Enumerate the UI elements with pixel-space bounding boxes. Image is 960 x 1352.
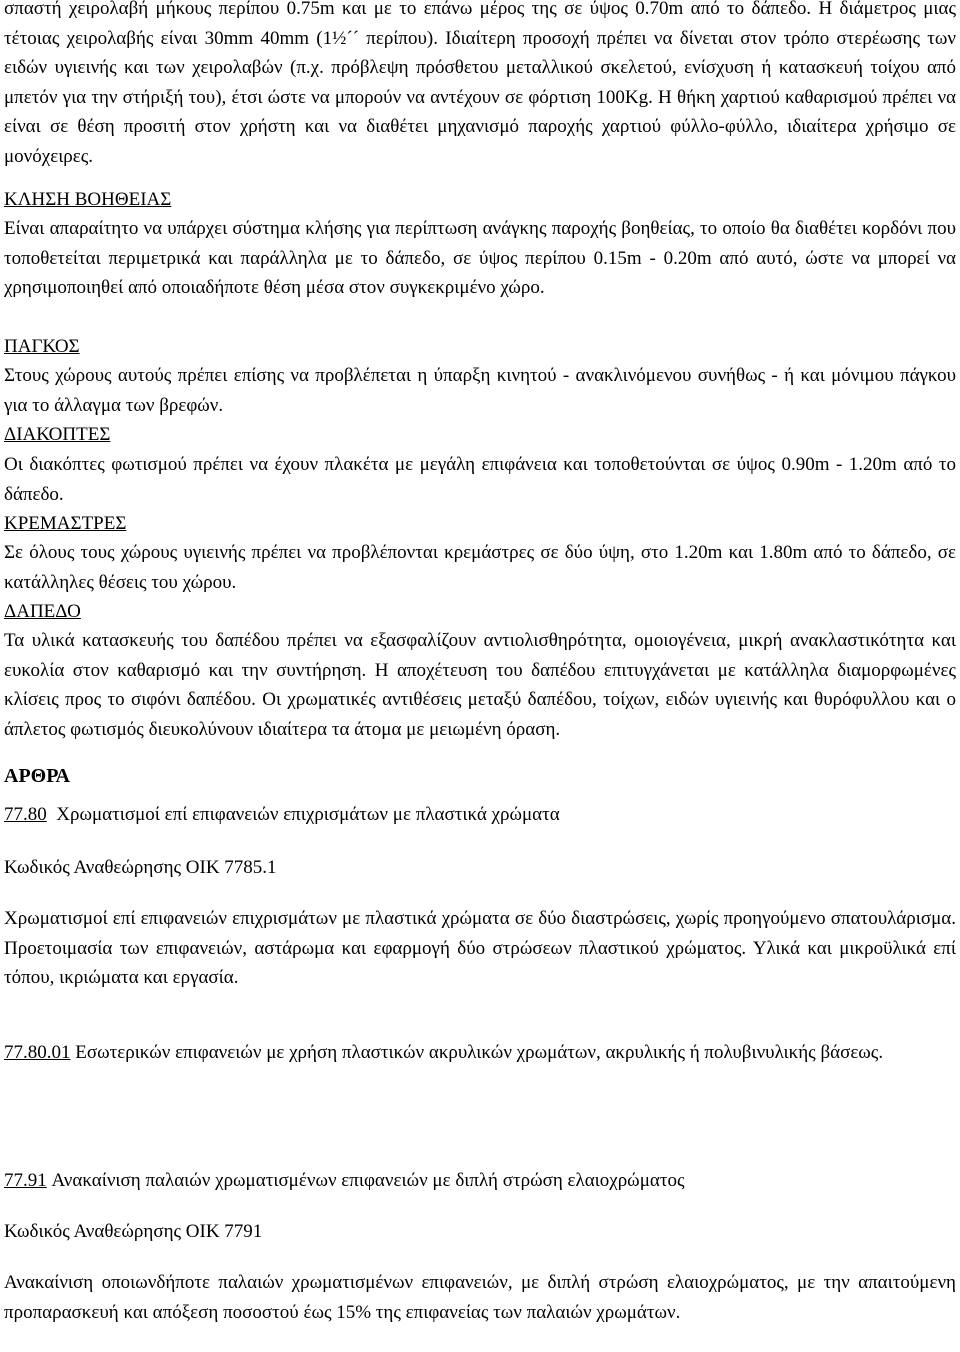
section-heading-hangers xyxy=(4,509,956,539)
article-7791-title: Ανακαίνιση παλαιών χρωματισμένων επιφανειών με διπλή στρώση ελαιοχρώματος xyxy=(51,1170,685,1191)
article-7791-revision: Κωδικός Αναθεώρησης ΟΙΚ 7791 xyxy=(4,1221,263,1242)
section-heading-bench xyxy=(4,332,956,362)
article-7791-title-line xyxy=(4,1166,956,1196)
article-7780-description: Χρωματισμοί επί επιφανειών επιχρισμάτων με πλαστικά χρώματα σε δύο διαστρώσεις, χωρίς προηγούμενο σπατουλάρισμα. Προετοιμασία των επιφανειών, αστάρωμα και εφαρμογή δύο στρώσεων πλαστικού χρώματος. Υλικά και μικροϋλικά επί τόπου, ικριώματα και εργασία. xyxy=(4,908,956,988)
section-heading-floor xyxy=(4,597,956,627)
articles-heading: ΑΡΘΡΑ xyxy=(4,765,70,787)
article-778001-title: Εσωτερικών επιφανειών με χρήση πλαστικών ακρυλικών χρωμάτων, ακρυλικής ή πολυβινυλικής βάσεως. xyxy=(75,1042,884,1063)
article-778001-code: 77.80.01 xyxy=(4,1042,71,1063)
section-heading-switches xyxy=(4,420,956,450)
call-help-heading: ΚΛΗΣΗ ΒΟΗΘΕΙΑΣ xyxy=(4,189,172,210)
article-778001-line xyxy=(4,1038,956,1068)
section-body-hangers: Σε όλους τους χώρους υγιεινής πρέπει να προβλέπονται κρεμάστρες σε δύο ύψη, στο 1.20m και 1.80m από το δάπεδο, σε κατάλληλες θέσεις του χώρου. xyxy=(4,542,956,593)
switches-heading: ΔΙΑΚΟΠΤΕΣ xyxy=(4,424,111,445)
article-7791-description: Ανακαίνιση οποιωνδήποτε παλαιών χρωματισμένων επιφανειών, με διπλή στρώση ελαιοχρώματος, με την απαιτούμενη προπαρασκευή και απόξεση ποσοστού έως 15% της επιφανείας των παλαιών χρωμάτων. xyxy=(4,1272,956,1323)
article-7780-revision: Κωδικός Αναθεώρησης ΟΙΚ 7785.1 xyxy=(4,857,277,878)
floor-heading: ΔΑΠΕΔΟ xyxy=(4,601,81,622)
article-7791-code: 77.91 xyxy=(4,1170,47,1191)
section-body-call-help: Είναι απαραίτητο να υπάρχει σύστημα κλήσης για περίπτωση ανάγκης παροχής βοηθείας, το οποίο θα διαθέτει κορδόνι που τοποθετείται περιμετρικά και παράλληλα με το δάπεδο, σε ύψος περίπου 0.15m - 0.20m από αυτό, ώστε να μπορεί να χρησιμοποιηθεί από οποιαδήποτε θέση μέσα στον συγκεκριμένο χώρο. xyxy=(4,218,956,298)
section-heading-call-help xyxy=(4,185,956,215)
intro-paragraph: σπαστή χειρολαβή μήκους περίπου 0.75m και με το επάνω μέρος της σε ύψος 0.70m από το δάπεδο. Η διάμετρος μιας τέτοιας χειρολαβής είναι 30mm 40mm (1½´´ περίπου). Ιδιαίτερη προσοχή πρέπει να δίνεται στον τρόπο στερέωσης των ειδών υγιεινής και των χειρολαβών (π.χ. πρόβλεψη πρόσθετου μεταλλικού σκελετού, ενίσχυση ή κατασκευή τοίχου από μπετόν για την στήριξή του), έτσι ώστε να μπορούν να αντέχουν σε φόρτιση 100Kg. Η θήκη χαρτιού καθαρισμού πρέπει να είναι σε θέση προσιτή στον χρήστη και να διαθέτει μηχανισμό παροχής χαρτιού φύλλο-φύλλο, ιδιαίτερα χρήσιμο σε μονόχειρες. xyxy=(4,0,956,167)
section-body-bench: Στους χώρους αυτούς πρέπει επίσης να προβλέπεται η ύπαρξη κινητού - ανακλινόμενου συνήθως - ή και μόνιμου πάγκου για το άλλαγμα των βρεφών. xyxy=(4,365,956,416)
hangers-heading: ΚΡΕΜΑΣΤΡΕΣ xyxy=(4,513,127,534)
section-body-floor: Τα υλικά κατασκευής του δαπέδου πρέπει να εξασφαλίζουν αντιολισθηρότητα, ομοιογένεια, μικρή ανακλαστικότητα και ευκολία στον καθαρισμό και την συντήρηση. Η αποχέτευση του δαπέδου επιτυγχάνεται με κατάλληλα διαμορφωμένες κλίσεις προς το σιφόνι δαπέδου. Οι χρωματικές αντιθέσεις μεταξύ δαπέδου, τοίχων, ειδών υγιεινής και θυρόφυλλου και ο άπλετος φωτισμός διευκολύνουν ιδιαίτερα τα άτομα με μειωμένη όραση. xyxy=(4,630,956,740)
section-body-switches: Οι διακόπτες φωτισμού πρέπει να έχουν πλακέτα με μεγάλη επιφάνεια και τοποθετούνται σε ύψος 0.90m - 1.20m από το δάπεδο. xyxy=(4,454,956,505)
article-7780-code: 77.80 xyxy=(4,804,47,825)
article-7780-title: Χρωματισμοί επί επιφανειών επιχρισμάτων με πλαστικά χρώματα xyxy=(56,804,560,825)
bench-heading: ΠΑΓΚΟΣ xyxy=(4,336,80,357)
article-7780-title-line xyxy=(4,800,956,830)
